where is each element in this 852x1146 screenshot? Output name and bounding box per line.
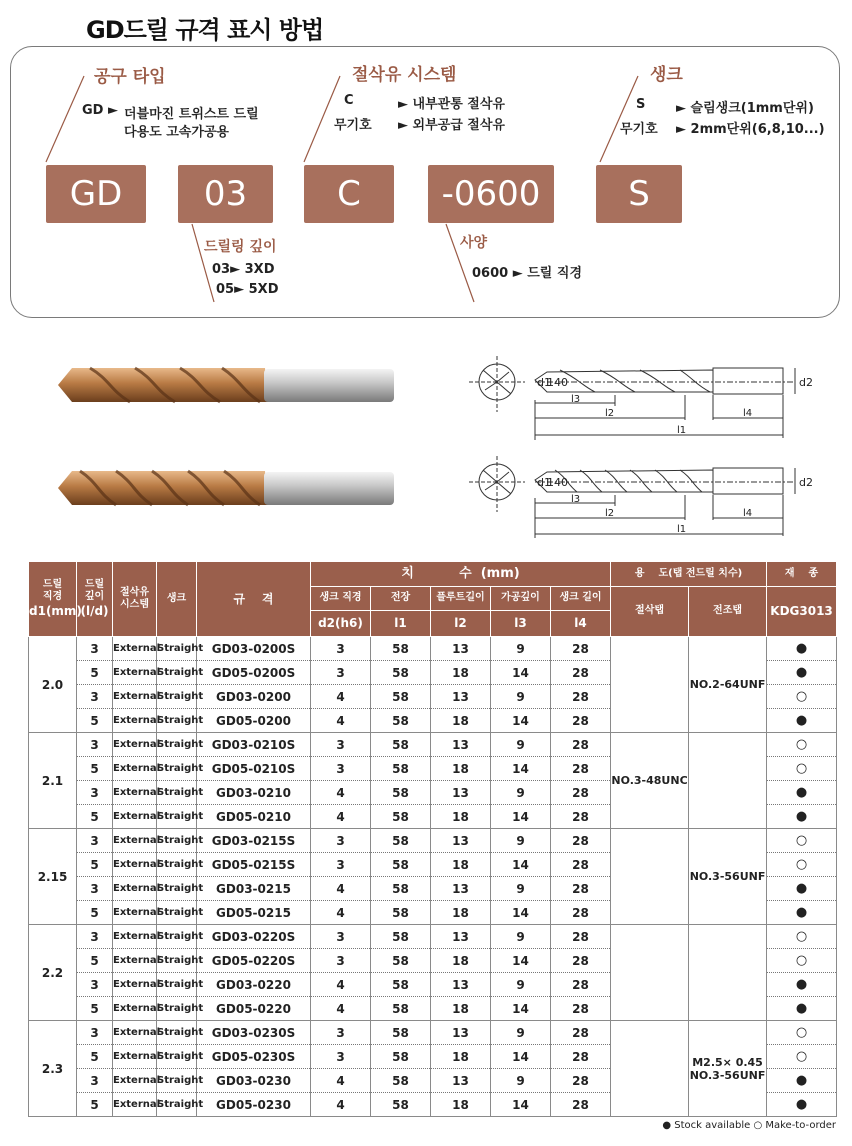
- cell-depth: 5: [77, 1093, 113, 1117]
- cell-d2: 3: [311, 949, 371, 973]
- cell-l3: 14: [491, 949, 551, 973]
- cell-depth: 5: [77, 997, 113, 1021]
- coolant-code-1: C: [344, 93, 354, 108]
- cell-l2: 18: [431, 1045, 491, 1069]
- code-box-depth: 03: [178, 165, 273, 223]
- header-l3-sym: l3: [491, 611, 551, 637]
- cell-coolant: External: [113, 757, 157, 781]
- cell-l3: 14: [491, 997, 551, 1021]
- shank-heading: 생크: [650, 65, 683, 85]
- cell-l1: 58: [371, 733, 431, 757]
- cell-l2: 13: [431, 973, 491, 997]
- header-l1-sym: l1: [371, 611, 431, 637]
- technical-drawing-2: [455, 448, 845, 543]
- cell-d2: 3: [311, 733, 371, 757]
- cell-l4: 28: [551, 877, 611, 901]
- cell-shank: Straight: [157, 805, 197, 829]
- cell-stock: ●: [767, 661, 837, 685]
- cell-shank: Straight: [157, 949, 197, 973]
- header-coolant: 절삭유 시스템: [113, 562, 157, 637]
- cell-l2: 13: [431, 877, 491, 901]
- depth-row-1: 03► 3XD: [212, 262, 275, 277]
- cell-l3: 14: [491, 1045, 551, 1069]
- cell-coolant: External: [113, 877, 157, 901]
- cell-stock: ○: [767, 949, 837, 973]
- cell-l4: 28: [551, 1021, 611, 1045]
- cell-depth: 3: [77, 829, 113, 853]
- cell-shank: Straight: [157, 1021, 197, 1045]
- code-box-coolant: C: [304, 165, 394, 223]
- tool-type-code: GD ►: [82, 103, 118, 118]
- cell-depth: 5: [77, 757, 113, 781]
- cell-shank: Straight: [157, 901, 197, 925]
- cell-shank: Straight: [157, 997, 197, 1021]
- cell-cut-tap: [611, 925, 689, 1021]
- cell-l3: 9: [491, 877, 551, 901]
- cell-l1: 58: [371, 853, 431, 877]
- cell-stock: ●: [767, 877, 837, 901]
- drawing2-l3: l3: [571, 494, 581, 505]
- header-shank: 생크: [157, 562, 197, 637]
- cell-d2: 4: [311, 709, 371, 733]
- cell-d2: 3: [311, 829, 371, 853]
- cell-l2: 18: [431, 997, 491, 1021]
- header-l3-top: 가공깊이: [491, 587, 551, 611]
- drill-photo-2: [50, 463, 400, 513]
- cell-spec: GD03-0215S: [197, 829, 311, 853]
- cell-stock: ○: [767, 1045, 837, 1069]
- cell-l1: 58: [371, 709, 431, 733]
- cell-diameter: 2.3: [29, 1021, 77, 1117]
- cell-coolant: External: [113, 901, 157, 925]
- cell-depth: 3: [77, 685, 113, 709]
- drawing1-l4: l4: [743, 408, 753, 419]
- cell-spec: GD03-0210S: [197, 733, 311, 757]
- cell-d2: 3: [311, 661, 371, 685]
- cell-l4: 28: [551, 661, 611, 685]
- cell-l4: 28: [551, 709, 611, 733]
- shank-desc-1: ► 슬림생크(1mm단위): [676, 101, 814, 116]
- cell-coolant: External: [113, 829, 157, 853]
- cell-stock: ●: [767, 709, 837, 733]
- coolant-heading: 절삭유 시스템: [352, 65, 457, 85]
- cell-stock: ○: [767, 733, 837, 757]
- header-l4-sym: l4: [551, 611, 611, 637]
- drill-photo-1: [50, 360, 400, 410]
- cell-d2: 3: [311, 1021, 371, 1045]
- drawing2-d1: d1: [537, 476, 551, 489]
- cell-spec: GD05-0210: [197, 805, 311, 829]
- header-depth: 드릴 깊이 (l/d): [77, 562, 113, 637]
- cell-shank: Straight: [157, 925, 197, 949]
- cell-l4: 28: [551, 1069, 611, 1093]
- cell-l3: 14: [491, 901, 551, 925]
- cell-cut-tap: [611, 829, 689, 925]
- cell-l3: 9: [491, 829, 551, 853]
- cell-spec: GD05-0200S: [197, 661, 311, 685]
- cell-coolant: External: [113, 1021, 157, 1045]
- cell-spec: GD05-0215S: [197, 853, 311, 877]
- cell-cut-tap: [611, 637, 689, 733]
- cell-coolant: External: [113, 805, 157, 829]
- cell-stock: ●: [767, 973, 837, 997]
- tool-type-heading: 공구 타입: [94, 67, 166, 87]
- cell-coolant: External: [113, 709, 157, 733]
- cell-l1: 58: [371, 949, 431, 973]
- cell-l1: 58: [371, 997, 431, 1021]
- spec-table-body: [29, 637, 837, 1117]
- cell-shank: Straight: [157, 685, 197, 709]
- header-spec: 규 격: [197, 562, 311, 637]
- cell-d2: 4: [311, 901, 371, 925]
- cell-depth: 5: [77, 901, 113, 925]
- header-usage: 용 도(탭 전드릴 치수): [611, 562, 767, 587]
- cell-spec: GD05-0230: [197, 1093, 311, 1117]
- cell-l2: 13: [431, 925, 491, 949]
- spec-row: 0600 ► 드릴 직경: [472, 266, 583, 281]
- cell-coolant: External: [113, 997, 157, 1021]
- cell-spec: GD05-0220S: [197, 949, 311, 973]
- cell-spec: GD03-0220S: [197, 925, 311, 949]
- cell-roll-tap: M2.5× 0.45 NO.3-56UNF: [689, 1021, 767, 1117]
- cell-l2: 18: [431, 805, 491, 829]
- cell-depth: 3: [77, 877, 113, 901]
- cell-l1: 58: [371, 877, 431, 901]
- cell-d2: 3: [311, 637, 371, 661]
- cell-shank: Straight: [157, 781, 197, 805]
- cell-stock: ●: [767, 997, 837, 1021]
- cell-diameter: 2.0: [29, 637, 77, 733]
- cell-depth: 5: [77, 709, 113, 733]
- cell-spec: GD03-0200S: [197, 637, 311, 661]
- cell-l1: 58: [371, 805, 431, 829]
- cell-shank: Straight: [157, 709, 197, 733]
- cell-l4: 28: [551, 637, 611, 661]
- cell-coolant: External: [113, 637, 157, 661]
- cell-l1: 58: [371, 829, 431, 853]
- cell-d2: 4: [311, 997, 371, 1021]
- cell-l1: 58: [371, 661, 431, 685]
- drawing1-angle: 140: [547, 376, 568, 389]
- drawing2-l2: l2: [605, 508, 615, 519]
- header-dia: 드릴 직경 d1(mm): [29, 562, 77, 637]
- cell-diameter: 2.1: [29, 733, 77, 829]
- cell-roll-tap: [689, 733, 767, 829]
- tool-type-desc-1: 더블마진 트위스트 드릴: [124, 107, 259, 122]
- cell-l4: 28: [551, 829, 611, 853]
- table-row: [29, 925, 837, 949]
- cell-l4: 28: [551, 733, 611, 757]
- cell-l4: 28: [551, 997, 611, 1021]
- header-l4-top: 생크 길이: [551, 587, 611, 611]
- drawing1-l1: l1: [677, 425, 687, 436]
- cell-l3: 9: [491, 1021, 551, 1045]
- cell-shank: Straight: [157, 733, 197, 757]
- cell-depth: 5: [77, 805, 113, 829]
- cell-spec: GD03-0230S: [197, 1021, 311, 1045]
- drawing1-d2: d2: [799, 376, 813, 389]
- header-l1-top: 전장: [371, 587, 431, 611]
- cell-d2: 4: [311, 805, 371, 829]
- cell-coolant: External: [113, 685, 157, 709]
- cell-stock: ●: [767, 805, 837, 829]
- shank-desc-2: ► 2mm단위(6,8,10...): [676, 122, 825, 137]
- coolant-code-2: 무기호: [334, 118, 372, 133]
- cell-l2: 18: [431, 661, 491, 685]
- cell-l1: 58: [371, 1045, 431, 1069]
- cell-shank: Straight: [157, 1069, 197, 1093]
- tool-type-leader: [46, 76, 84, 162]
- cell-stock: ○: [767, 853, 837, 877]
- cell-coolant: External: [113, 733, 157, 757]
- cell-stock: ●: [767, 901, 837, 925]
- cell-l2: 13: [431, 1069, 491, 1093]
- cell-l3: 14: [491, 757, 551, 781]
- cell-l2: 13: [431, 733, 491, 757]
- cell-l3: 14: [491, 709, 551, 733]
- cell-l2: 18: [431, 1093, 491, 1117]
- cell-l1: 58: [371, 925, 431, 949]
- cell-l4: 28: [551, 901, 611, 925]
- header-l2-sym: l2: [431, 611, 491, 637]
- drawing2-l1: l1: [677, 524, 687, 535]
- cell-stock: ○: [767, 829, 837, 853]
- cell-spec: GD05-0200: [197, 709, 311, 733]
- table-row: [29, 829, 837, 853]
- cell-coolant: External: [113, 781, 157, 805]
- cell-l2: 18: [431, 709, 491, 733]
- cell-spec: GD05-0220: [197, 997, 311, 1021]
- cell-l1: 58: [371, 637, 431, 661]
- cell-l1: 58: [371, 1069, 431, 1093]
- cell-diameter: 2.15: [29, 829, 77, 925]
- cell-coolant: External: [113, 925, 157, 949]
- cell-stock: ○: [767, 1021, 837, 1045]
- cell-spec: GD03-0215: [197, 877, 311, 901]
- cell-shank: Straight: [157, 1093, 197, 1117]
- drawing2-l4: l4: [743, 508, 753, 519]
- drawing2-angle: 140: [547, 476, 568, 489]
- drawing1-l2: l2: [605, 408, 615, 419]
- cell-roll-tap: [689, 925, 767, 1021]
- cell-l4: 28: [551, 925, 611, 949]
- cell-l2: 13: [431, 781, 491, 805]
- cell-coolant: External: [113, 853, 157, 877]
- cell-depth: 5: [77, 661, 113, 685]
- shank-code-2: 무기호: [620, 122, 658, 137]
- page-title: GD드릴 규격 표시 방법: [86, 16, 324, 44]
- cell-l3: 9: [491, 781, 551, 805]
- cell-l3: 14: [491, 661, 551, 685]
- cell-spec: GD03-0210: [197, 781, 311, 805]
- cell-d2: 3: [311, 925, 371, 949]
- code-box-shank: S: [596, 165, 682, 223]
- technical-drawing-1: [455, 350, 845, 445]
- stock-legend: ● Stock available ○ Make-to-order: [662, 1120, 836, 1131]
- cell-l4: 28: [551, 805, 611, 829]
- cell-d2: 4: [311, 781, 371, 805]
- cell-stock: ●: [767, 1093, 837, 1117]
- cell-stock: ●: [767, 637, 837, 661]
- cell-l4: 28: [551, 1045, 611, 1069]
- tool-type-desc-2: 다용도 고속가공용: [124, 125, 229, 140]
- cell-l3: 14: [491, 1093, 551, 1117]
- cell-coolant: External: [113, 1045, 157, 1069]
- cell-diameter: 2.2: [29, 925, 77, 1021]
- cell-l3: 9: [491, 685, 551, 709]
- cell-l2: 18: [431, 949, 491, 973]
- cell-l1: 58: [371, 685, 431, 709]
- cell-l4: 28: [551, 781, 611, 805]
- cell-shank: Straight: [157, 877, 197, 901]
- cell-l1: 58: [371, 901, 431, 925]
- table-row: [29, 637, 837, 661]
- cell-shank: Straight: [157, 1045, 197, 1069]
- cell-d2: 4: [311, 1069, 371, 1093]
- drawing1-d1: d1: [537, 376, 551, 389]
- cell-spec: GD05-0230S: [197, 1045, 311, 1069]
- cell-shank: Straight: [157, 829, 197, 853]
- cell-l3: 9: [491, 637, 551, 661]
- cell-l4: 28: [551, 853, 611, 877]
- cell-l4: 28: [551, 757, 611, 781]
- cell-d2: 3: [311, 1045, 371, 1069]
- cell-depth: 3: [77, 781, 113, 805]
- cell-l2: 13: [431, 1021, 491, 1045]
- depth-heading: 드릴링 깊이: [204, 239, 277, 255]
- coolant-desc-2: ► 외부공급 절삭유: [398, 118, 505, 133]
- cell-l2: 13: [431, 829, 491, 853]
- drawing1-l3: l3: [571, 394, 581, 405]
- code-box-spec: -0600: [428, 165, 554, 223]
- cell-l3: 14: [491, 853, 551, 877]
- cell-depth: 3: [77, 637, 113, 661]
- drawing2-d2: d2: [799, 476, 813, 489]
- table-row: [29, 733, 837, 757]
- cell-depth: 5: [77, 1045, 113, 1069]
- header-cut-tap: 절삭탭: [611, 587, 689, 637]
- cell-depth: 3: [77, 733, 113, 757]
- cell-l2: 18: [431, 853, 491, 877]
- cell-coolant: External: [113, 973, 157, 997]
- cell-l2: 18: [431, 901, 491, 925]
- header-material: 재 종: [767, 562, 837, 587]
- cell-depth: 3: [77, 1021, 113, 1045]
- cell-l2: 18: [431, 757, 491, 781]
- cell-stock: ○: [767, 757, 837, 781]
- header-grade: KDG3013: [767, 587, 837, 637]
- cell-l2: 13: [431, 637, 491, 661]
- cell-l1: 58: [371, 973, 431, 997]
- cell-depth: 3: [77, 973, 113, 997]
- cell-l1: 58: [371, 781, 431, 805]
- cell-shank: Straight: [157, 661, 197, 685]
- cell-shank: Straight: [157, 973, 197, 997]
- cell-spec: GD03-0220: [197, 973, 311, 997]
- cell-stock: ○: [767, 685, 837, 709]
- cell-coolant: External: [113, 1069, 157, 1093]
- cell-stock: ●: [767, 1069, 837, 1093]
- cell-coolant: External: [113, 949, 157, 973]
- header-l2-top: 플루트길이: [431, 587, 491, 611]
- cell-spec: GD03-0200: [197, 685, 311, 709]
- header-d2-top: 생크 직경: [311, 587, 371, 611]
- cell-l2: 13: [431, 685, 491, 709]
- cell-cut-tap: NO.3-48UNC: [611, 733, 689, 829]
- cell-coolant: External: [113, 1093, 157, 1117]
- cell-depth: 5: [77, 853, 113, 877]
- cell-spec: GD05-0210S: [197, 757, 311, 781]
- coolant-desc-1: ► 내부관통 절삭유: [398, 97, 505, 112]
- cell-l3: 14: [491, 805, 551, 829]
- cell-l3: 9: [491, 973, 551, 997]
- cell-d2: 4: [311, 1093, 371, 1117]
- cell-d2: 4: [311, 685, 371, 709]
- cell-shank: Straight: [157, 757, 197, 781]
- cell-shank: Straight: [157, 637, 197, 661]
- cell-spec: GD05-0215: [197, 901, 311, 925]
- cell-stock: ○: [767, 925, 837, 949]
- cell-d2: 4: [311, 877, 371, 901]
- cell-l3: 9: [491, 925, 551, 949]
- spec-table: [28, 561, 837, 1117]
- cell-roll-tap: NO.3-56UNF: [689, 829, 767, 925]
- table-row: [29, 1021, 837, 1045]
- header-dimensions: 치 수 (mm): [311, 562, 611, 587]
- cell-cut-tap: [611, 1021, 689, 1117]
- cell-d2: 3: [311, 853, 371, 877]
- cell-l1: 58: [371, 1021, 431, 1045]
- cell-l1: 58: [371, 1093, 431, 1117]
- cell-shank: Straight: [157, 853, 197, 877]
- cell-depth: 5: [77, 949, 113, 973]
- cell-l4: 28: [551, 973, 611, 997]
- cell-l4: 28: [551, 685, 611, 709]
- header-d2-sym: d2(h6): [311, 611, 371, 637]
- cell-depth: 3: [77, 1069, 113, 1093]
- cell-l3: 9: [491, 733, 551, 757]
- cell-l1: 58: [371, 757, 431, 781]
- cell-d2: 4: [311, 973, 371, 997]
- code-box-tool-type: GD: [46, 165, 146, 223]
- cell-depth: 3: [77, 925, 113, 949]
- cell-stock: ●: [767, 781, 837, 805]
- header-roll-tap: 전조탭: [689, 587, 767, 637]
- cell-coolant: External: [113, 661, 157, 685]
- cell-l4: 28: [551, 949, 611, 973]
- shank-code-1: S: [636, 97, 646, 112]
- depth-row-2: 05► 5XD: [216, 282, 279, 297]
- cell-l3: 9: [491, 1069, 551, 1093]
- spec-heading: 사양: [460, 235, 488, 251]
- cell-l4: 28: [551, 1093, 611, 1117]
- cell-spec: GD03-0230: [197, 1069, 311, 1093]
- cell-d2: 3: [311, 757, 371, 781]
- cell-roll-tap: NO.2-64UNF: [689, 637, 767, 733]
